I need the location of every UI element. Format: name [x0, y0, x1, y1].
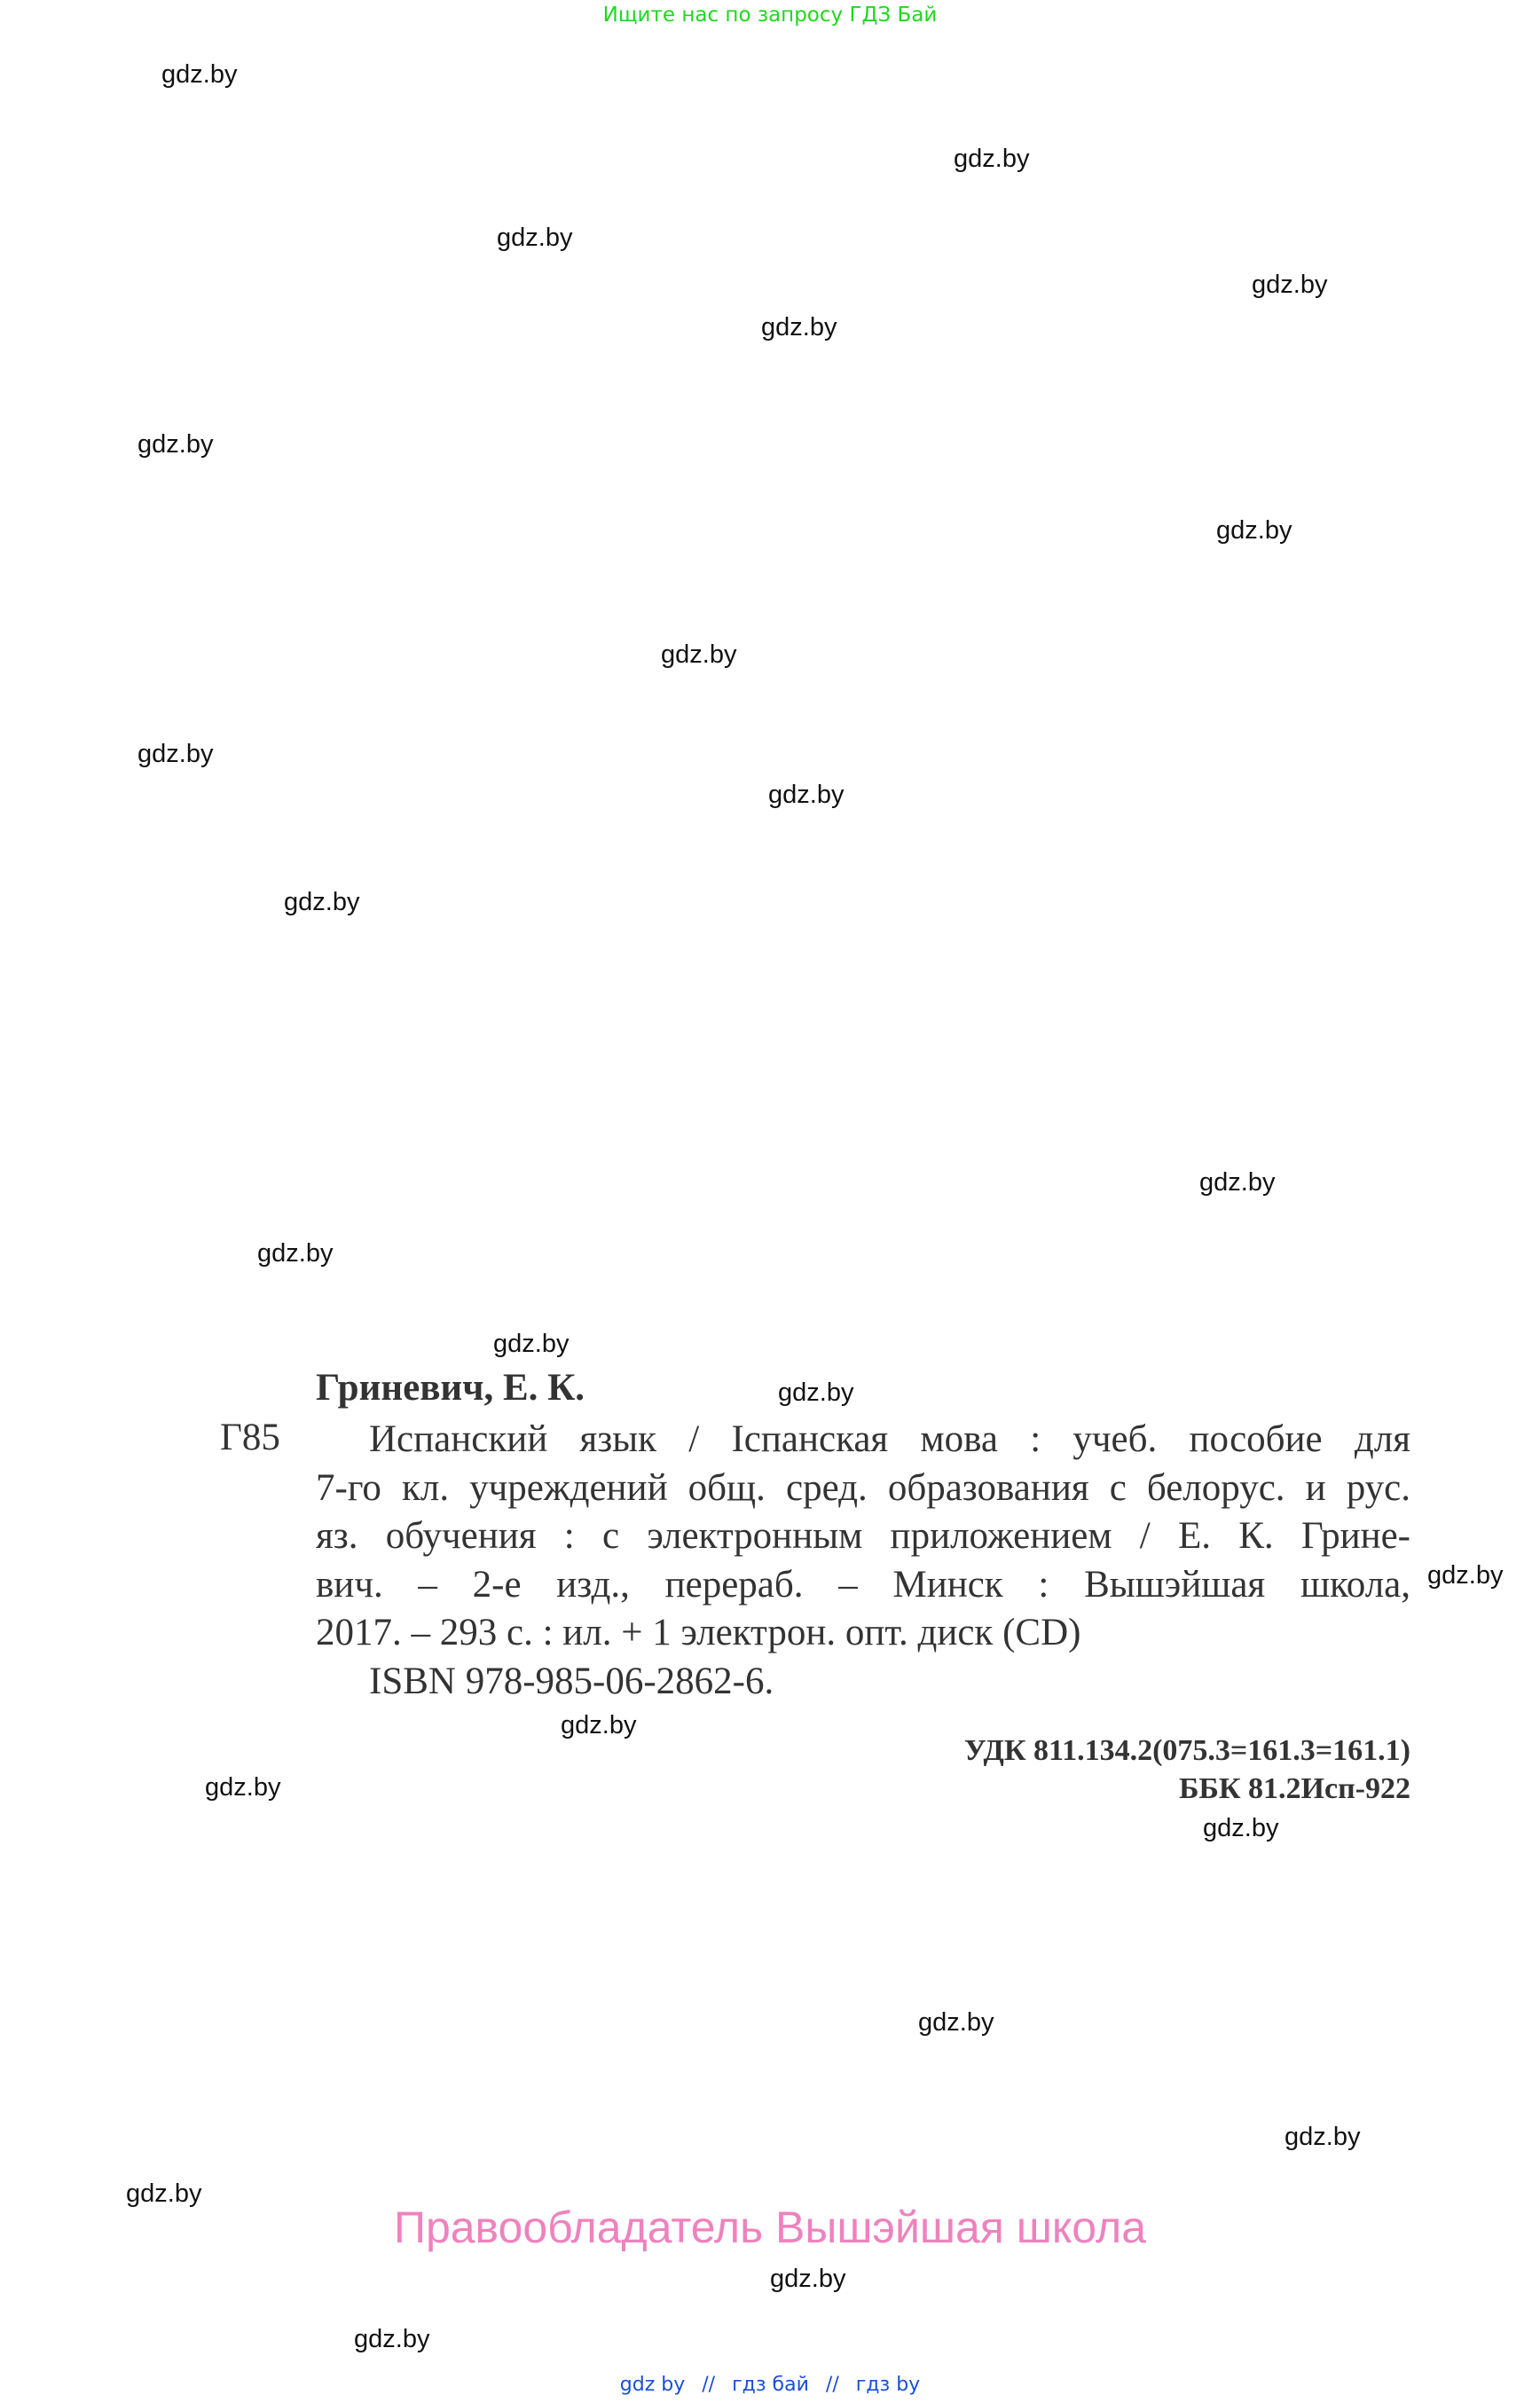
watermark-text: gdz.by — [1252, 271, 1328, 299]
watermark-text: gdz.by — [126, 2179, 202, 2208]
footer-separator: // — [825, 2374, 839, 2396]
watermark-text: gdz.by — [138, 740, 214, 768]
footer-separator: // — [702, 2374, 716, 2396]
watermark-text: gdz.by — [561, 1711, 637, 1739]
watermark-text: gdz.by — [1216, 516, 1292, 545]
watermark-text: gdz.by — [257, 1239, 334, 1268]
watermark-text: gdz.by — [284, 888, 360, 916]
search-hint-banner: Ищите нас по запросу ГДЗ Бай — [602, 4, 938, 27]
copyright-notice: Правообладатель Вышэйшая школа — [394, 2203, 1146, 2252]
bib-line: 7-го кл. учреждений общ. сред. образования с белорус. и рус. — [316, 1466, 1410, 1509]
watermark-text: gdz.by — [1427, 1561, 1504, 1590]
bibliographic-entry — [316, 1416, 1410, 1706]
watermark-text: gdz.by — [354, 2325, 430, 2353]
watermark-text: gdz.by — [918, 2008, 994, 2037]
watermark-text: gdz.by — [1199, 1168, 1276, 1197]
footer-link-gdz-by-mixed[interactable]: гдз by — [855, 2374, 921, 2396]
bib-line: Испанский язык / Іспанская мова : учеб. пособие для — [369, 1418, 1410, 1460]
footer-link-gdz-by[interactable]: gdz by — [619, 2374, 686, 2396]
watermark-text: gdz.by — [497, 224, 573, 252]
watermark-text: gdz.by — [205, 1773, 281, 1802]
watermark-text: gdz.by — [661, 640, 737, 669]
watermark-text: gdz.by — [954, 145, 1030, 173]
footer-links — [0, 2374, 1540, 2396]
watermark-text: gdz.by — [770, 2265, 846, 2293]
author-name: Гриневич, Е. К. — [316, 1367, 585, 1409]
bib-line: вич. – 2-е изд., перераб. – Минск : Вышэйшая школа, — [316, 1563, 1410, 1606]
footer-link-gdz-bai[interactable]: гдз бай — [732, 2374, 809, 2396]
watermark-text: gdz.by — [1203, 1814, 1279, 1842]
watermark-text: gdz.by — [768, 781, 845, 809]
classification-code: Г85 — [220, 1417, 280, 1458]
watermark-text: gdz.by — [161, 60, 238, 89]
isbn: ISBN 978-985-06-2862-6. — [369, 1660, 774, 1702]
udk-code: УДК 811.134.2(075.3=161.3=161.1) — [963, 1734, 1410, 1767]
watermark-text: gdz.by — [778, 1378, 854, 1407]
bib-line: яз. обучения : с электронным приложением / Е. К. Грине- — [316, 1515, 1410, 1557]
watermark-text: gdz.by — [761, 313, 837, 342]
watermark-text: gdz.by — [493, 1330, 570, 1358]
bib-line: 2017. – 293 с. : ил. + 1 электрон. опт. диск (CD) — [316, 1612, 1081, 1653]
bbk-code: ББК 81.2Исп-922 — [1178, 1772, 1410, 1805]
watermark-text: gdz.by — [1285, 2123, 1361, 2151]
watermark-text: gdz.by — [138, 430, 214, 459]
classification-indices — [964, 1732, 1410, 1808]
